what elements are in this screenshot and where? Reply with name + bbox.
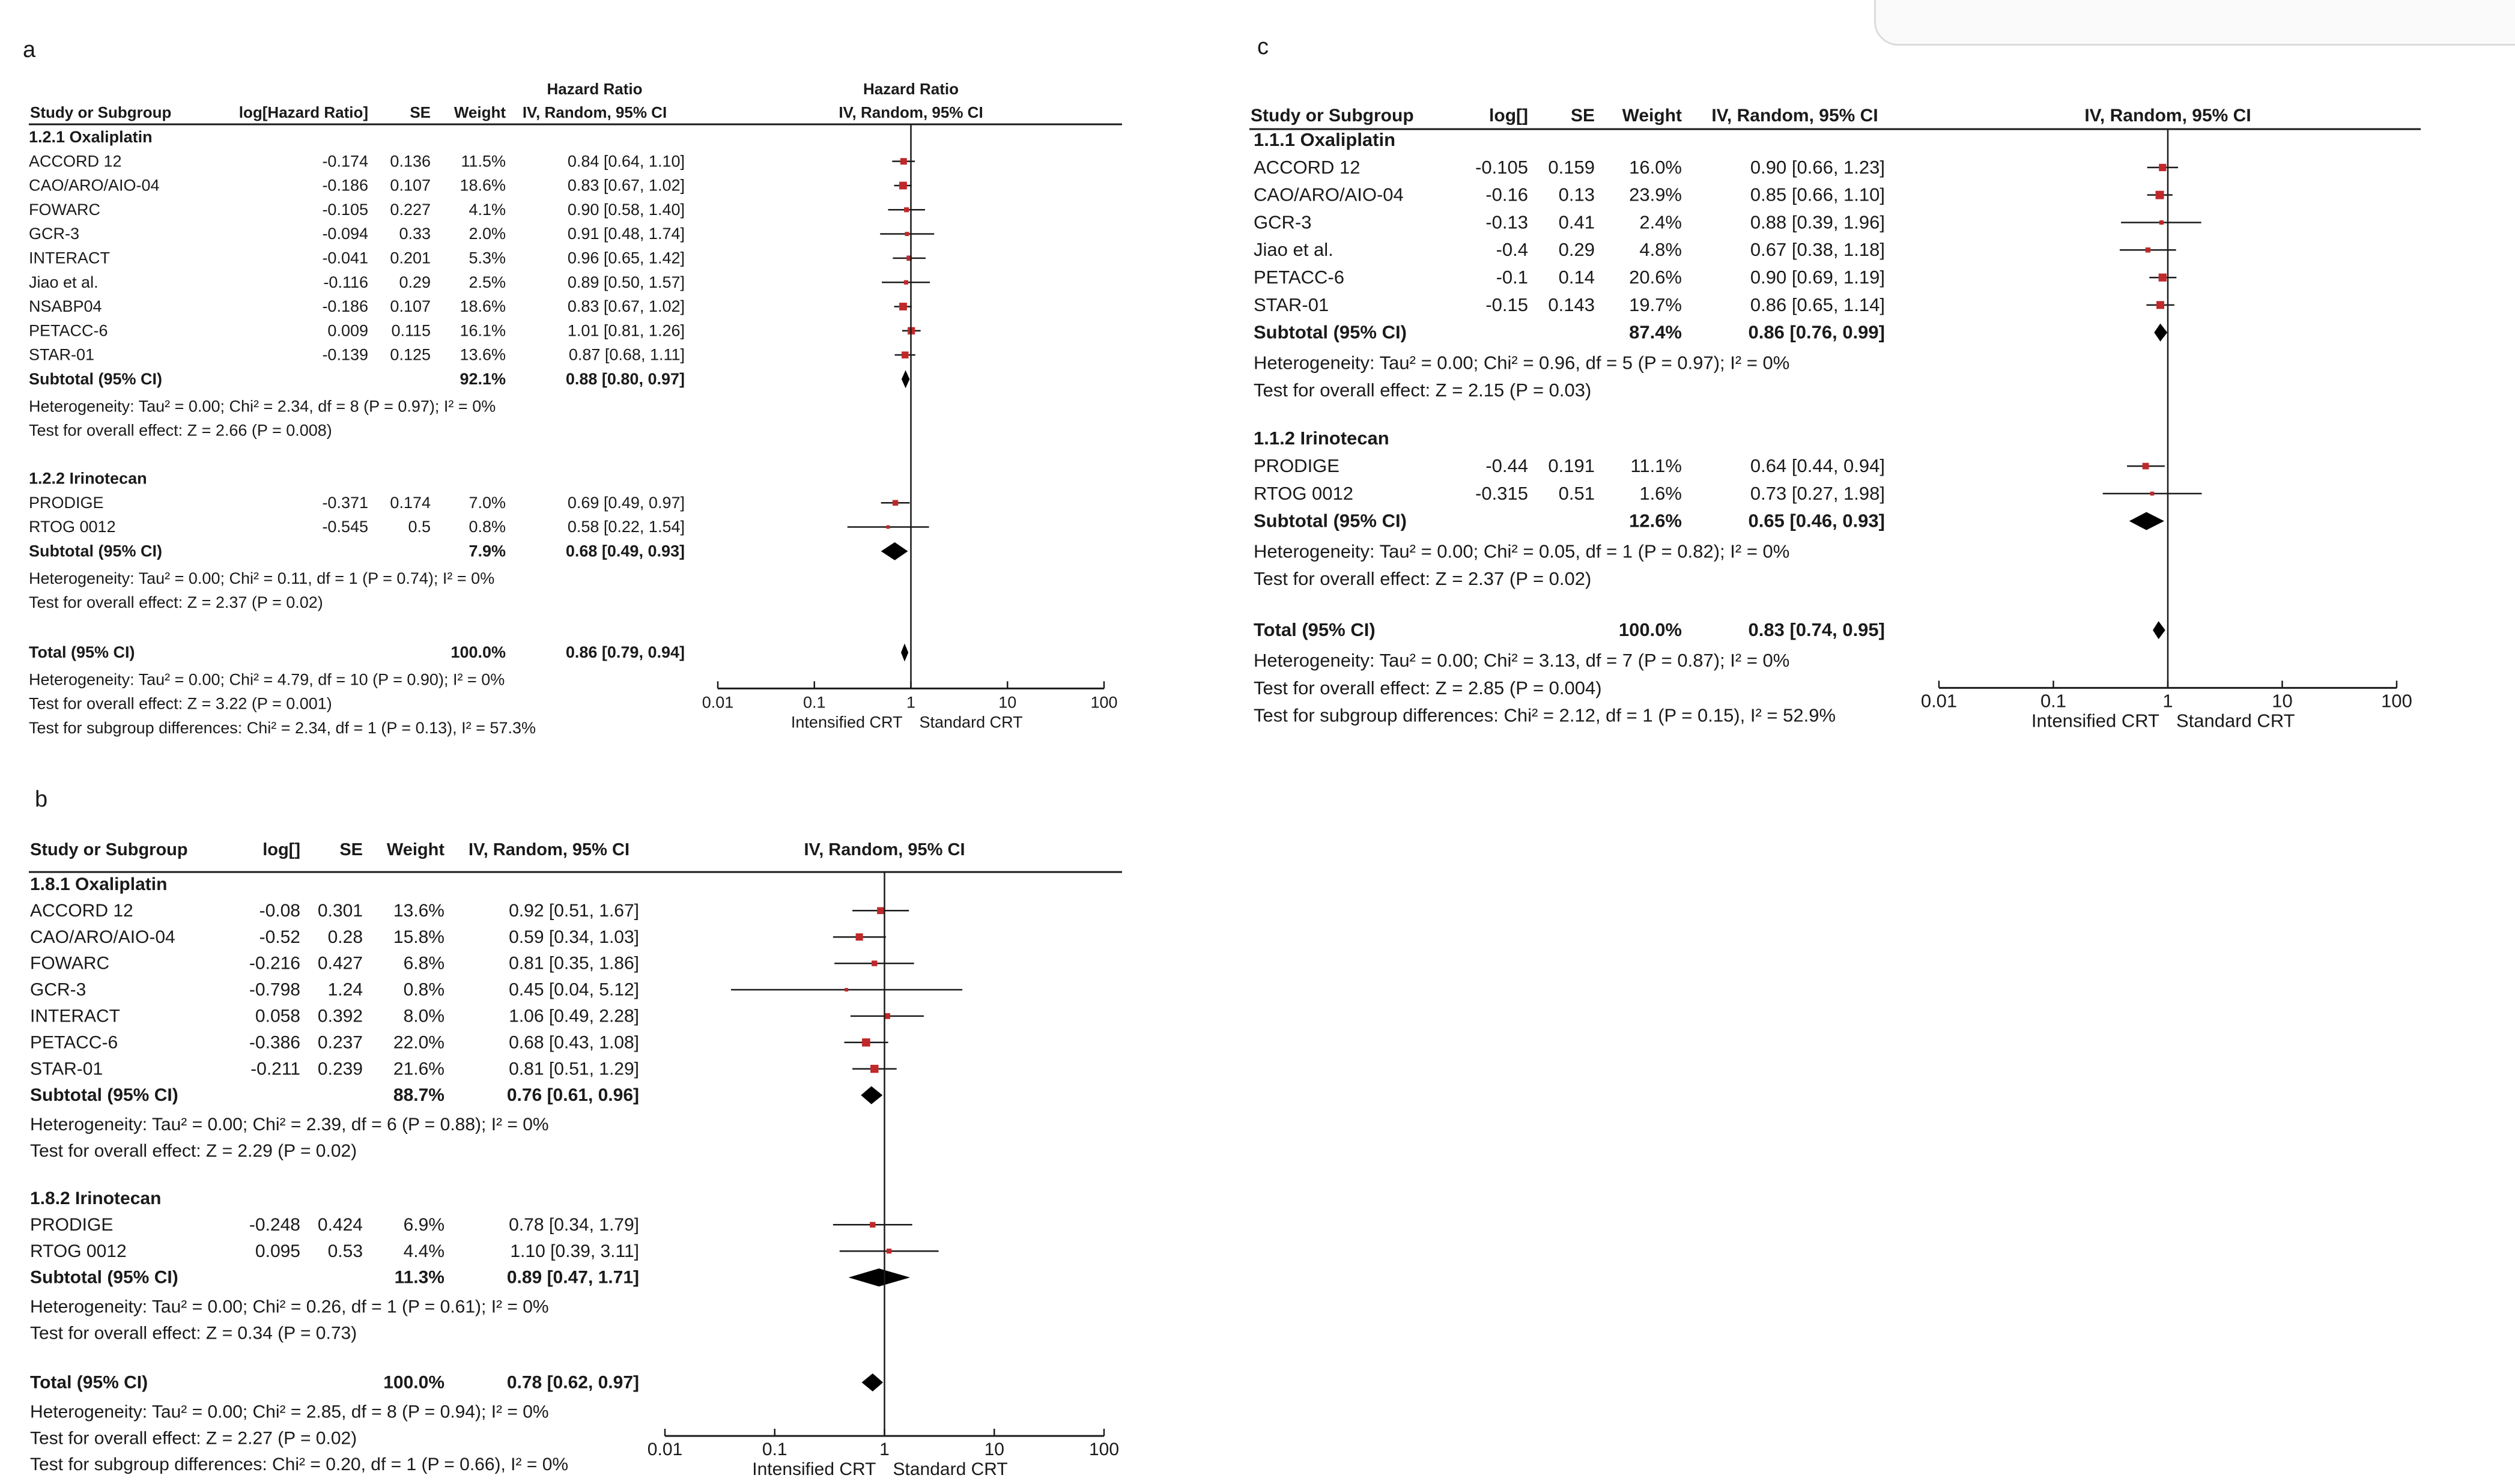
subgroup-title: 1.2.1 Oxaliplatin <box>29 128 153 146</box>
subtotal-label: Subtotal (95% CI) <box>30 1267 178 1288</box>
study-ci: 0.86 [0.65, 1.14] <box>1750 294 1885 315</box>
study-ci: 0.92 [0.51, 1.67] <box>509 900 639 921</box>
study-ci: 0.90 [0.58, 1.40] <box>567 200 685 219</box>
subtotal-label: Subtotal (95% CI) <box>29 542 163 560</box>
study-weight: 15.8% <box>393 927 444 947</box>
study-se: 0.227 <box>390 200 431 219</box>
header-plot-line1: Hazard Ratio <box>863 80 959 98</box>
study-log: -0.13 <box>1485 211 1528 233</box>
x-tick-label: 0.01 <box>1920 690 1958 712</box>
study-name: CAO/ARO/AIO-04 <box>29 176 160 195</box>
study-se: 0.14 <box>1558 267 1595 288</box>
study-se: 0.392 <box>317 1006 363 1026</box>
footer-stat-text: Test for subgroup differences: Chi² = 0.20, df = 1 (P = 0.66), I² = 0% <box>30 1455 569 1475</box>
study-square-marker <box>877 907 884 915</box>
subtotal-weight: 87.4% <box>1629 321 1682 343</box>
study-ci: 0.59 [0.34, 1.03] <box>509 927 639 947</box>
study-ci: 1.10 [0.39, 3.11] <box>510 1241 639 1261</box>
total-ci: 0.83 [0.74, 0.95] <box>1748 619 1885 641</box>
total-label: Total (95% CI) <box>30 1372 148 1393</box>
subtotal-diamond <box>902 370 909 388</box>
study-square-marker <box>900 158 907 165</box>
study-log: -0.186 <box>322 176 368 195</box>
study-log: 0.058 <box>255 1006 300 1026</box>
study-se: 0.143 <box>1548 294 1595 315</box>
study-se: 1.24 <box>327 980 363 1000</box>
study-ci: 0.83 [0.67, 1.02] <box>567 297 685 316</box>
subtotal-diamond <box>849 1268 911 1286</box>
study-se: 0.53 <box>327 1241 363 1261</box>
study-se: 0.159 <box>1548 156 1595 178</box>
subtotal-ci: 0.89 [0.47, 1.71] <box>506 1267 639 1288</box>
subgroup-title: 1.8.2 Irinotecan <box>30 1189 162 1208</box>
study-se: 0.136 <box>390 152 431 171</box>
study-square-marker <box>887 1249 891 1253</box>
total-diamond <box>862 1373 884 1392</box>
study-se: 0.33 <box>399 225 431 243</box>
study-weight: 4.1% <box>469 200 506 219</box>
x-tick-label: 1 <box>2162 690 2173 712</box>
study-weight: 18.6% <box>460 297 506 316</box>
study-weight: 11.1% <box>1630 455 1682 476</box>
study-square-marker <box>856 933 863 940</box>
header-se: SE <box>1570 106 1595 126</box>
study-name: STAR-01 <box>29 345 95 364</box>
study-weight: 7.0% <box>469 493 506 512</box>
study-weight: 16.1% <box>460 321 506 340</box>
study-log: -0.08 <box>259 900 300 921</box>
x-right-label: Standard CRT <box>919 713 1023 731</box>
total-label: Total (95% CI) <box>1254 619 1376 641</box>
header-log: log[Hazard Ratio] <box>238 103 368 121</box>
study-weight: 5.3% <box>469 249 506 267</box>
study-ci: 0.83 [0.67, 1.02] <box>567 176 685 195</box>
study-log: -0.371 <box>322 493 368 512</box>
study-se: 0.5 <box>408 518 431 536</box>
study-square-marker <box>2159 220 2164 225</box>
overall-effect-text: Test for overall effect: Z = 2.29 (P = 0.02) <box>30 1141 357 1161</box>
study-ci: 0.73 [0.27, 1.98] <box>1750 482 1885 504</box>
study-log: -0.105 <box>1475 156 1528 178</box>
study-name: PETACC-6 <box>29 321 108 340</box>
study-log: -0.041 <box>322 249 368 267</box>
study-square-marker <box>904 207 909 212</box>
total-ci: 0.86 [0.79, 0.94] <box>565 643 685 662</box>
study-log: -0.094 <box>322 225 368 243</box>
subtotal-label: Subtotal (95% CI) <box>29 370 163 388</box>
study-name: STAR-01 <box>30 1059 103 1079</box>
study-ci: 0.89 [0.50, 1.57] <box>567 273 685 291</box>
x-right-label: Standard CRT <box>893 1459 1008 1480</box>
overall-effect-text: Test for overall effect: Z = 2.15 (P = 0.03) <box>1254 380 1592 401</box>
study-weight: 13.6% <box>460 345 506 364</box>
study-log: -0.139 <box>322 345 368 364</box>
study-square-marker <box>2146 247 2150 252</box>
footer-stat-text: Test for overall effect: Z = 2.85 (P = 0.004) <box>1254 677 1602 698</box>
study-log: 0.095 <box>255 1241 300 1261</box>
study-se: 0.174 <box>390 493 431 512</box>
study-square-marker <box>905 232 909 236</box>
subtotal-ci: 0.86 [0.76, 0.99] <box>1748 321 1885 343</box>
header-effect-line2: IV, Random, 95% CI <box>468 840 630 859</box>
study-name: FOWARC <box>29 200 100 219</box>
study-ci: 0.84 [0.64, 1.10] <box>567 152 685 171</box>
footer-stat-text: Heterogeneity: Tau² = 0.00; Chi² = 4.79, df = 10 (P = 0.90); I² = 0% <box>29 670 505 689</box>
subtotal-weight: 88.7% <box>393 1085 444 1106</box>
study-se: 0.201 <box>390 249 431 267</box>
study-ci: 0.68 [0.43, 1.08] <box>509 1032 639 1053</box>
x-tick-label: 10 <box>998 693 1017 712</box>
x-left-label: Intensified CRT <box>2031 710 2159 731</box>
header-plot-line2: IV, Random, 95% CI <box>2084 106 2251 126</box>
total-weight: 100.0% <box>383 1372 444 1393</box>
study-square-marker <box>2159 273 2167 281</box>
x-tick-label: 100 <box>2381 690 2412 712</box>
subtotal-weight: 12.6% <box>1629 510 1682 532</box>
panel-letter: a <box>23 37 36 62</box>
study-square-marker <box>899 182 907 190</box>
study-ci: 0.67 [0.38, 1.18] <box>1750 239 1885 261</box>
study-name: ACCORD 12 <box>29 152 122 171</box>
study-log: -0.16 <box>1485 184 1528 205</box>
study-se: 0.301 <box>317 900 363 921</box>
footer-stat-text: Test for overall effect: Z = 3.22 (P = 0.001) <box>29 694 332 713</box>
study-log: -0.105 <box>322 200 368 219</box>
subtotal-ci: 0.68 [0.49, 0.93] <box>565 542 685 560</box>
study-name: INTERACT <box>30 1006 120 1026</box>
x-tick-label: 0.1 <box>762 1440 787 1460</box>
study-name: Jiao et al. <box>29 273 99 291</box>
x-tick-label: 0.1 <box>802 693 826 712</box>
x-tick-label: 10 <box>984 1440 1004 1460</box>
header-log: log[] <box>262 840 300 859</box>
subgroup-title: 1.8.1 Oxaliplatin <box>30 874 168 894</box>
study-name: CAO/ARO/AIO-04 <box>30 927 175 947</box>
study-se: 0.107 <box>390 176 431 195</box>
study-se: 0.107 <box>390 297 431 316</box>
study-square-marker <box>899 303 907 310</box>
study-weight: 23.9% <box>1629 184 1682 205</box>
study-weight: 4.4% <box>403 1241 444 1261</box>
study-ci: 0.45 [0.04, 5.12] <box>509 980 639 1000</box>
x-tick-label: 0.01 <box>647 1440 683 1460</box>
study-weight: 20.6% <box>1629 267 1682 288</box>
header-se: SE <box>410 103 431 121</box>
study-name: NSABP04 <box>29 297 102 316</box>
study-weight: 8.0% <box>403 1006 444 1026</box>
study-ci: 0.96 [0.65, 1.42] <box>567 249 685 267</box>
study-se: 0.13 <box>1558 184 1595 205</box>
header-se: SE <box>339 840 363 859</box>
header-weight: Weight <box>454 103 506 121</box>
study-log: -0.216 <box>249 953 300 974</box>
header-effect-line2: IV, Random, 95% CI <box>522 103 667 121</box>
study-square-marker <box>887 525 890 529</box>
heterogeneity-text: Heterogeneity: Tau² = 0.00; Chi² = 0.96, df = 5 (P = 0.97); I² = 0% <box>1254 352 1790 374</box>
study-weight: 16.0% <box>1629 156 1682 178</box>
study-name: ACCORD 12 <box>1254 156 1361 178</box>
subtotal-diamond <box>2129 512 2164 530</box>
study-log: -0.4 <box>1496 239 1528 261</box>
header-weight: Weight <box>1622 106 1682 126</box>
footer-stat-text: Test for subgroup differences: Chi² = 2.12, df = 1 (P = 0.15), I² = 52.9% <box>1254 704 1836 726</box>
footer-stat-text: Test for overall effect: Z = 2.27 (P = 0.02) <box>30 1428 357 1449</box>
heterogeneity-text: Heterogeneity: Tau² = 0.00; Chi² = 2.39, df = 6 (P = 0.88); I² = 0% <box>30 1115 549 1135</box>
study-se: 0.424 <box>317 1214 363 1235</box>
x-tick-label: 0.01 <box>702 693 734 712</box>
heterogeneity-text: Heterogeneity: Tau² = 0.00; Chi² = 2.34, df = 8 (P = 0.97); I² = 0% <box>29 397 496 416</box>
study-square-marker <box>2143 463 2149 470</box>
study-weight: 21.6% <box>393 1059 444 1079</box>
x-tick-label: 1 <box>879 1440 890 1460</box>
study-log: -0.386 <box>249 1032 300 1053</box>
study-log: 0.009 <box>327 321 368 340</box>
study-name: PRODIGE <box>29 493 104 512</box>
total-weight: 100.0% <box>451 643 506 662</box>
study-se: 0.51 <box>1558 482 1595 504</box>
study-ci: 1.01 [0.81, 1.26] <box>567 321 685 340</box>
total-weight: 100.0% <box>1618 619 1682 641</box>
study-weight: 19.7% <box>1629 294 1682 315</box>
study-log: -0.44 <box>1485 455 1528 476</box>
study-ci: 0.58 [0.22, 1.54] <box>567 518 685 536</box>
study-ci: 0.81 [0.35, 1.86] <box>509 953 639 974</box>
study-name: CAO/ARO/AIO-04 <box>1254 184 1404 205</box>
study-name: GCR-3 <box>30 980 86 1000</box>
study-weight: 0.8% <box>469 518 506 536</box>
footer-stat-text: Heterogeneity: Tau² = 0.00; Chi² = 2.85, df = 8 (P = 0.94); I² = 0% <box>30 1402 549 1422</box>
study-name: PRODIGE <box>30 1214 114 1235</box>
study-weight: 4.8% <box>1639 239 1682 261</box>
study-se: 0.237 <box>317 1032 363 1053</box>
header-study: Study or Subgroup <box>30 103 172 121</box>
study-log: -0.315 <box>1475 482 1528 504</box>
study-log: -0.211 <box>250 1059 300 1079</box>
study-weight: 0.8% <box>403 980 444 1000</box>
subtotal-ci: 0.65 [0.46, 0.93] <box>1748 510 1885 532</box>
subtotal-ci: 0.88 [0.80, 0.97] <box>565 370 685 388</box>
x-tick-label: 100 <box>1090 693 1118 712</box>
subgroup-title: 1.2.2 Irinotecan <box>29 469 147 488</box>
subtotal-weight: 7.9% <box>469 542 506 560</box>
study-name: RTOG 0012 <box>1254 482 1354 504</box>
study-log: -0.545 <box>322 518 368 536</box>
study-name: PRODIGE <box>1254 455 1339 476</box>
study-name: ACCORD 12 <box>30 900 133 921</box>
study-name: FOWARC <box>30 953 110 974</box>
study-ci: 0.90 [0.69, 1.19] <box>1750 267 1885 288</box>
header-plot-line2: IV, Random, 95% CI <box>839 103 983 121</box>
heterogeneity-text: Heterogeneity: Tau² = 0.00; Chi² = 0.11, df = 1 (P = 0.74); I² = 0% <box>29 569 495 587</box>
study-log: -0.1 <box>1496 267 1528 288</box>
study-weight: 18.6% <box>460 176 506 195</box>
study-se: 0.239 <box>317 1059 363 1079</box>
study-log: -0.186 <box>322 297 368 316</box>
study-square-marker <box>893 500 898 506</box>
subtotal-label: Subtotal (95% CI) <box>30 1085 178 1106</box>
header-weight: Weight <box>386 840 444 859</box>
study-square-marker <box>2156 301 2164 309</box>
study-ci: 0.78 [0.34, 1.79] <box>509 1214 639 1235</box>
study-name: GCR-3 <box>1254 211 1312 233</box>
x-right-label: Standard CRT <box>2176 710 2295 731</box>
study-weight: 6.9% <box>403 1214 444 1235</box>
study-ci: 0.91 [0.48, 1.74] <box>567 225 685 243</box>
study-name: GCR-3 <box>29 225 80 243</box>
study-name: Jiao et al. <box>1254 239 1333 261</box>
study-ci: 0.64 [0.44, 0.94] <box>1750 455 1885 476</box>
header-effect-line1: Hazard Ratio <box>547 80 643 98</box>
study-name: PETACC-6 <box>30 1032 118 1053</box>
study-se: 0.29 <box>399 273 431 291</box>
header-study: Study or Subgroup <box>1251 106 1414 126</box>
study-square-marker <box>872 960 877 966</box>
study-log: -0.248 <box>249 1214 300 1235</box>
study-weight: 22.0% <box>393 1032 444 1053</box>
header-effect-line2: IV, Random, 95% CI <box>1711 106 1878 126</box>
subtotal-label: Subtotal (95% CI) <box>1254 510 1407 532</box>
study-se: 0.427 <box>317 953 363 974</box>
x-tick-label: 10 <box>2272 690 2293 712</box>
header-study: Study or Subgroup <box>30 840 188 859</box>
study-square-marker <box>845 988 848 992</box>
overall-effect-text: Test for overall effect: Z = 2.37 (P = 0.02) <box>29 593 323 612</box>
study-se: 0.28 <box>327 927 363 947</box>
heterogeneity-text: Heterogeneity: Tau² = 0.00; Chi² = 0.26, df = 1 (P = 0.61); I² = 0% <box>30 1297 549 1317</box>
header-plot-line2: IV, Random, 95% CI <box>804 840 965 859</box>
study-square-marker <box>870 1065 878 1073</box>
overall-effect-text: Test for overall effect: Z = 2.66 (P = 0.008) <box>29 421 332 440</box>
subtotal-label: Subtotal (95% CI) <box>1254 321 1407 343</box>
footer-stat-text: Test for subgroup differences: Chi² = 2.34, df = 1 (P = 0.13), I² = 57.3% <box>29 719 536 737</box>
x-left-label: Intensified CRT <box>752 1459 876 1480</box>
study-weight: 2.4% <box>1639 211 1682 233</box>
study-se: 0.125 <box>390 345 431 364</box>
study-square-marker <box>902 351 909 359</box>
study-weight: 11.5% <box>461 152 506 171</box>
total-label: Total (95% CI) <box>29 643 135 662</box>
subtotal-weight: 92.1% <box>460 370 506 388</box>
overall-effect-text: Test for overall effect: Z = 0.34 (P = 0.73) <box>30 1323 357 1343</box>
subgroup-title: 1.1.1 Oxaliplatin <box>1254 129 1396 150</box>
heterogeneity-text: Heterogeneity: Tau² = 0.00; Chi² = 0.05, df = 1 (P = 0.82); I² = 0% <box>1254 541 1790 562</box>
header-log: log[] <box>1489 106 1528 126</box>
study-square-marker <box>862 1038 870 1047</box>
study-square-marker <box>2159 164 2166 171</box>
panel-letter: c <box>1257 34 1269 59</box>
subtotal-diamond <box>861 1086 882 1104</box>
study-ci: 0.88 [0.39, 1.96] <box>1750 211 1885 233</box>
x-tick-label: 100 <box>1088 1440 1120 1460</box>
study-se: 0.41 <box>1558 211 1595 233</box>
study-square-marker <box>2156 191 2164 199</box>
study-weight: 13.6% <box>393 900 444 921</box>
footer-stat-text: Heterogeneity: Tau² = 0.00; Chi² = 3.13, df = 7 (P = 0.87); I² = 0% <box>1254 650 1790 671</box>
study-name: INTERACT <box>29 249 110 267</box>
study-ci: 0.81 [0.51, 1.29] <box>509 1059 639 1079</box>
study-name: RTOG 0012 <box>30 1241 127 1261</box>
x-tick-label: 0.1 <box>2040 690 2067 712</box>
x-tick-label: 1 <box>906 693 916 712</box>
study-ci: 1.06 [0.49, 2.28] <box>509 1006 639 1026</box>
subgroup-title: 1.1.2 Irinotecan <box>1254 428 1389 449</box>
study-weight: 2.0% <box>469 225 506 243</box>
overall-effect-text: Test for overall effect: Z = 2.37 (P = 0.02) <box>1254 568 1592 590</box>
study-ci: 0.87 [0.68, 1.11] <box>568 345 685 364</box>
study-log: -0.52 <box>259 927 300 947</box>
study-ci: 0.90 [0.66, 1.23] <box>1750 156 1885 178</box>
total-diamond <box>901 643 908 661</box>
study-log: -0.15 <box>1485 294 1528 315</box>
study-log: -0.174 <box>322 152 368 171</box>
subtotal-diamond <box>881 542 908 560</box>
study-ci: 0.85 [0.66, 1.10] <box>1750 184 1885 205</box>
study-se: 0.191 <box>1548 455 1595 476</box>
subtotal-diamond <box>2154 324 2167 342</box>
study-name: RTOG 0012 <box>29 518 116 536</box>
study-se: 0.29 <box>1558 239 1595 261</box>
study-log: -0.116 <box>323 273 368 291</box>
study-square-marker <box>904 280 908 285</box>
study-weight: 1.6% <box>1639 482 1682 504</box>
panel-letter: b <box>35 787 48 812</box>
study-ci: 0.69 [0.49, 0.97] <box>567 493 685 512</box>
total-diamond <box>2153 621 2165 639</box>
x-left-label: Intensified CRT <box>790 713 903 731</box>
total-ci: 0.78 [0.62, 0.97] <box>506 1372 639 1393</box>
study-square-marker <box>870 1222 875 1228</box>
study-weight: 6.8% <box>403 953 444 974</box>
study-se: 0.115 <box>391 321 431 340</box>
study-log: -0.798 <box>249 980 300 1000</box>
study-square-marker <box>2150 492 2155 496</box>
study-name: STAR-01 <box>1254 294 1329 315</box>
subtotal-ci: 0.76 [0.61, 0.96] <box>506 1085 639 1106</box>
study-weight: 2.5% <box>469 273 506 291</box>
subtotal-weight: 11.3% <box>394 1267 444 1288</box>
study-name: PETACC-6 <box>1254 267 1345 288</box>
